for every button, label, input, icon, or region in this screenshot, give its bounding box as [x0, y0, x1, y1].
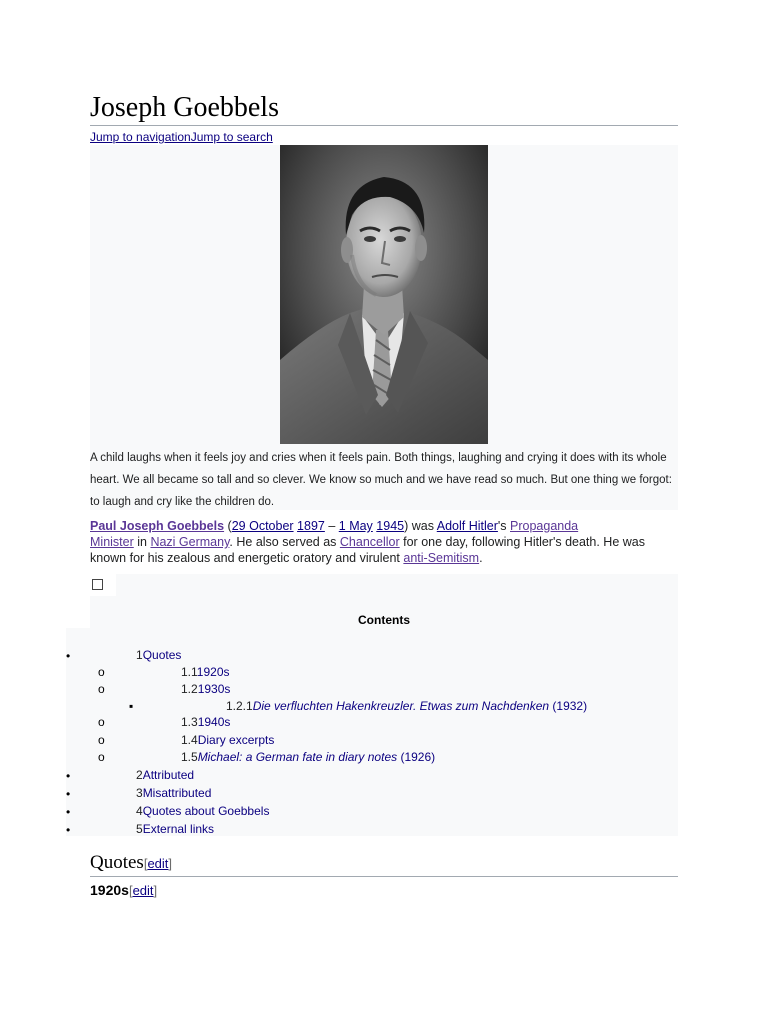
bracket: ] [153, 883, 158, 898]
toc-link[interactable]: Diary excerpts [197, 733, 275, 747]
toc-item-1930s[interactable] [181, 681, 230, 697]
text: in [133, 535, 151, 549]
toc-bullet-disc: • [66, 787, 71, 801]
toc-toggle[interactable] [90, 574, 116, 596]
toc-number: 1.2.1 [226, 699, 253, 713]
text: for one day, following Hitler's death. He was known for his zealous and energetic oratory and virulent [90, 535, 645, 565]
text: . He also served as [229, 535, 340, 549]
toc-bullet-circle: o [98, 665, 105, 679]
chancellor-link[interactable]: Chancellor [339, 535, 400, 549]
anti-semitism-link[interactable]: anti-Semitism [403, 551, 480, 565]
jump-links [90, 129, 273, 145]
edit-link[interactable]: edit [132, 883, 154, 898]
section-title: 1920s [90, 882, 129, 898]
toc-link[interactable]: 1930s [197, 682, 231, 696]
text: 's [497, 519, 511, 533]
toc-bullet-disc: • [66, 649, 71, 663]
death-date-link[interactable]: 1 May [338, 519, 373, 533]
edit-link[interactable]: edit [147, 856, 169, 871]
section-title: Quotes [90, 852, 144, 873]
toc-number: 3 [136, 786, 143, 800]
toc-bullet-circle: o [98, 750, 105, 764]
text: ( [224, 519, 232, 533]
toc-link[interactable]: External links [142, 822, 215, 836]
death-year-link[interactable]: 1945 [376, 519, 405, 533]
adolf-hitler-link[interactable]: Adolf Hitler [436, 519, 498, 533]
toc-link[interactable]: 1920s [196, 665, 230, 679]
toc-item-quotes[interactable] [136, 647, 181, 663]
toc-item-hakenkreuzler[interactable] [226, 698, 587, 714]
toc-bullet-disc: • [66, 769, 71, 783]
toc-item-quotes-about[interactable] [136, 803, 269, 819]
bracket: [ [128, 883, 133, 898]
jump-to-search-link[interactable]: Jump to search [190, 130, 273, 144]
toc-item-misattributed[interactable] [136, 785, 211, 801]
toc-link[interactable]: Quotes about Goebbels [142, 804, 270, 818]
toc-link[interactable]: Misattributed [142, 786, 212, 800]
toc-item-attributed[interactable] [136, 767, 194, 783]
toc-number: 2 [136, 768, 143, 782]
toc-number: 1 [136, 648, 143, 662]
toc-bullet-circle: o [98, 682, 105, 696]
toc-title: Contents [358, 613, 410, 627]
toc-link[interactable]: Quotes [142, 648, 182, 662]
toc-link[interactable]: Attributed [142, 768, 195, 782]
bracket: [ [143, 856, 148, 871]
toc-item-diary-excerpts[interactable] [181, 732, 274, 748]
toc-link-suffix[interactable]: (1926) [397, 750, 436, 764]
edit-section [129, 883, 157, 898]
toc-number: 1.2 [181, 682, 198, 696]
toc-bullet-square: ▪ [129, 699, 134, 713]
propaganda-link[interactable]: Propaganda [510, 519, 579, 533]
toc-number: 1.3 [181, 715, 198, 729]
birth-year-link[interactable]: 1897 [297, 519, 325, 533]
toc-number: 1.1 [181, 665, 197, 679]
section-heading-1920s [90, 880, 157, 901]
section-heading-quotes [90, 851, 678, 877]
toc-number: 4 [136, 804, 143, 818]
toc-item-1920s[interactable] [181, 664, 230, 680]
birth-date-link[interactable]: 29 October [231, 519, 294, 533]
subject-name-link[interactable]: Paul Joseph Goebbels [90, 519, 225, 533]
nazi-germany-link[interactable]: Nazi Germany [150, 535, 230, 549]
toc-number: 1.5 [181, 750, 198, 764]
toc-bullet-disc: • [66, 823, 71, 837]
toc-bullet-disc: • [66, 805, 71, 819]
edit-section [144, 856, 172, 871]
text: ) was [404, 519, 437, 533]
toc-item-1940s[interactable] [181, 714, 230, 730]
toc-number: 5 [136, 822, 143, 836]
toc-link[interactable]: 1940s [197, 715, 231, 729]
toc-item-external-links[interactable] [136, 821, 214, 837]
toc-item-michael[interactable] [181, 749, 435, 765]
text: – [324, 519, 339, 533]
portrait-photo[interactable] [280, 145, 488, 444]
toc-toggle-checkbox[interactable] [92, 579, 103, 590]
jump-to-navigation-link[interactable]: Jump to navigation [90, 130, 191, 144]
bracket: ] [168, 856, 173, 871]
toc-link-suffix[interactable]: (1932) [549, 699, 588, 713]
toc-bullet-circle: o [98, 715, 105, 729]
figure-caption: A child laughs when it feels joy and cries when it feels pain. Both things, laughing and crying it does with its whole heart. We all became so tall and so clever. We know so much and we have read so much. But one thing we forgot: to laugh and cry like the children do. [90, 452, 672, 508]
toc-link[interactable]: Michael: a German fate in diary notes [197, 750, 398, 764]
minister-link[interactable]: Minister [90, 535, 134, 549]
text: . [479, 551, 483, 565]
page-title: Joseph Goebbels [90, 92, 678, 126]
toc-link[interactable]: Die verfluchten Hakenkreuzler. Etwas zum Nachdenken [252, 699, 550, 713]
toc-bullet-circle: o [98, 733, 105, 747]
thumbnail-figure [90, 145, 678, 510]
intro-paragraph [90, 518, 680, 566]
toc-number: 1.4 [181, 733, 198, 747]
